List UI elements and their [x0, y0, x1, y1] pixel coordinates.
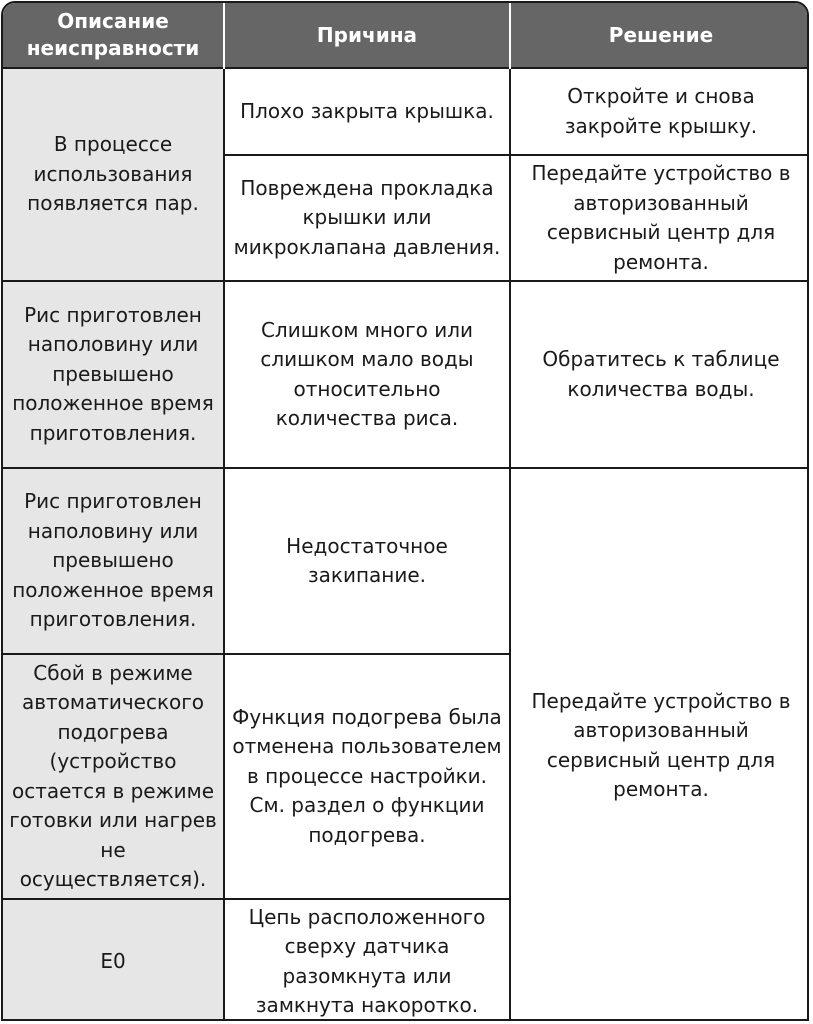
header-issue-line2: неисправности — [26, 36, 200, 60]
solution-cell: Обратитесь к таблице количества воды. — [510, 281, 809, 468]
issue-cell-e0: E0 — [3, 899, 224, 1021]
troubleshooting-table — [3, 3, 809, 1021]
cause-cell: Повреждена прокладка крышки или микроклапана давления. — [224, 155, 510, 281]
header-issue-line1: Описание — [57, 9, 169, 33]
header-solution: Решение — [510, 3, 809, 68]
solution-cell: Передайте устройство в авторизованный сервисный центр для ремонта. — [510, 155, 809, 281]
table-row — [3, 281, 809, 468]
cause-cell: Слишком много или слишком мало воды относительно количества риса. — [224, 281, 510, 468]
issue-cell-keep-warm: Сбой в режиме автоматического подогрева (устройство остается в режиме готовки или нагрев не осуществляется). — [3, 654, 224, 899]
solution-cell-service: Передайте устройство в авторизованный сервисный центр для ремонта. — [510, 468, 809, 1021]
cause-cell: Функция подогрева была отменена пользователем в процессе настройки. См. раздел о функции подогрева. — [224, 654, 510, 899]
cause-cell: Плохо закрыта крышка. — [224, 68, 510, 155]
cause-cell: Цепь расположенного сверху датчика разомкнута или замкнута накоротко. — [224, 899, 510, 1021]
cause-cell: Недостаточное закипание. — [224, 468, 510, 654]
solution-cell: Откройте и снова закройте крышку. — [510, 68, 809, 155]
issue-cell-steam: В процессе использования появляется пар. — [3, 68, 224, 281]
table-row — [3, 68, 809, 155]
issue-cell-undercooked-2: Рис приготовлен наполовину или превышено положенное время приготовления. — [3, 468, 224, 654]
header-cause: Причина — [224, 3, 510, 68]
header-issue — [3, 3, 224, 68]
issue-cell-undercooked: Рис приготовлен наполовину или превышено положенное время приготовления. — [3, 281, 224, 468]
table-row — [3, 468, 809, 654]
header-row — [3, 3, 809, 68]
troubleshooting-table-frame — [1, 1, 809, 1021]
